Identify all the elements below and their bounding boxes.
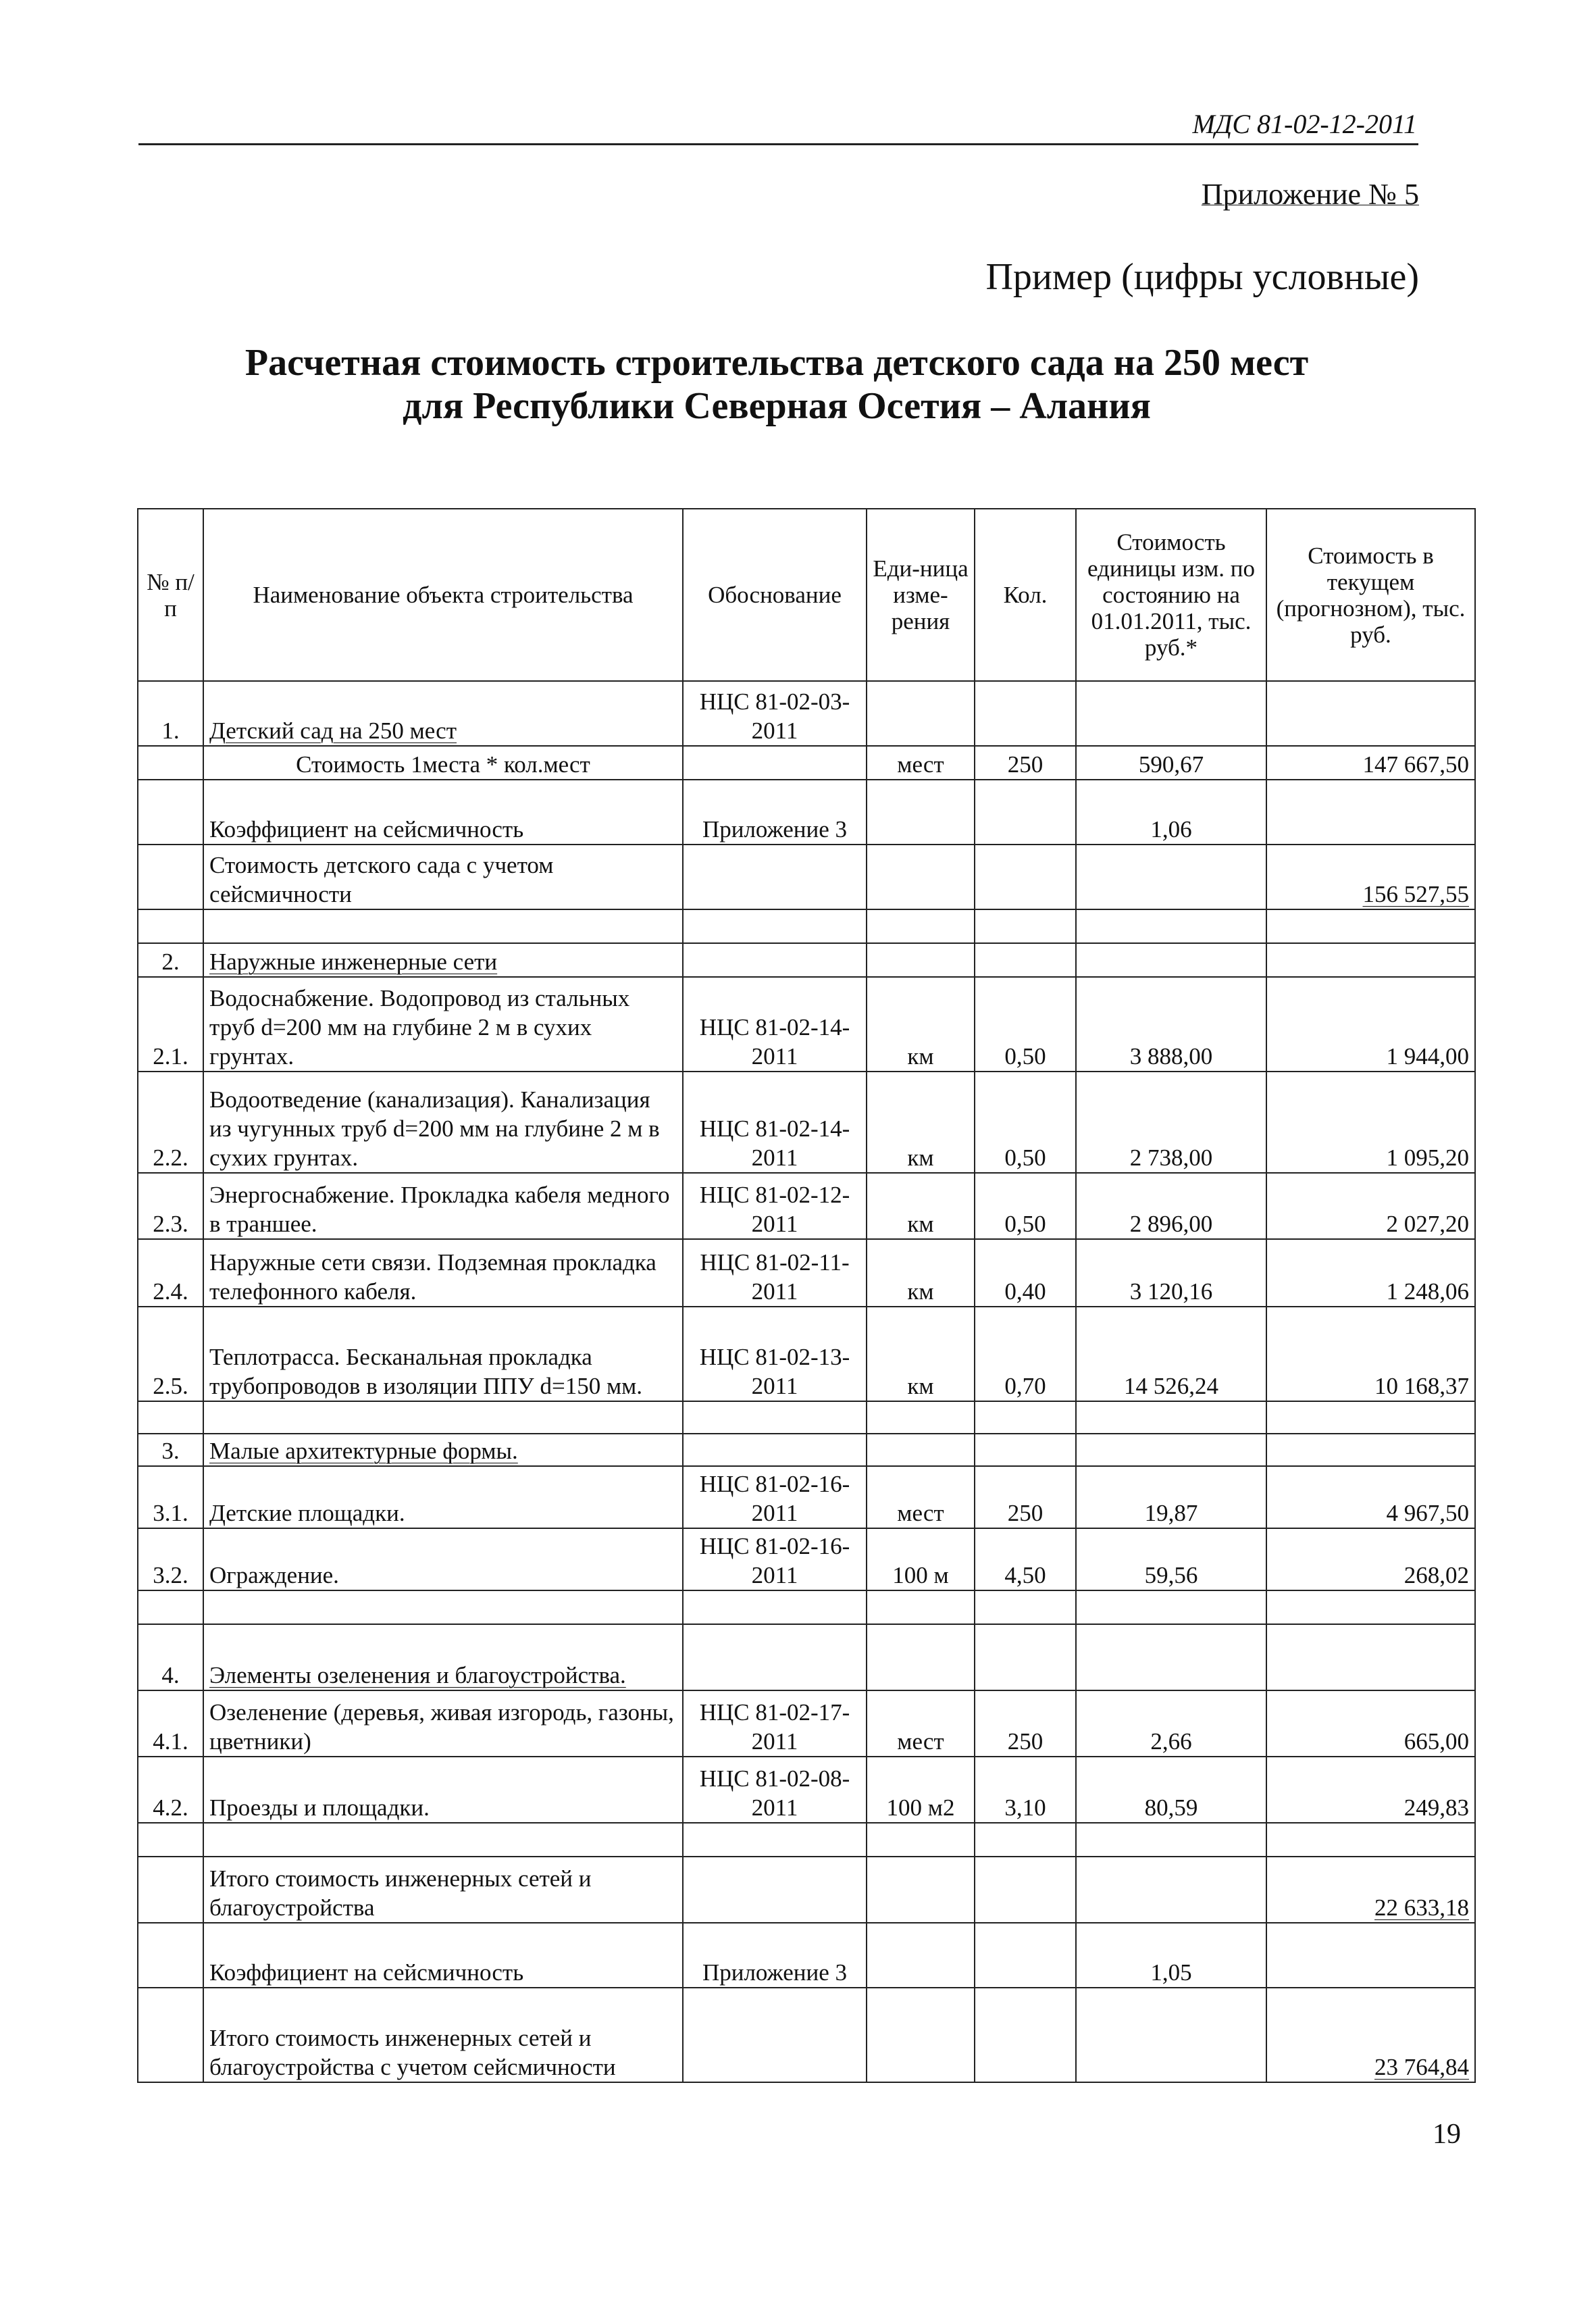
cell-total: 4 967,50 xyxy=(1266,1466,1475,1528)
table-row xyxy=(138,1757,1475,1823)
cell-name xyxy=(203,909,683,943)
cell-basis: НЦС 81-02-16-2011 xyxy=(683,1528,867,1590)
table-row xyxy=(138,1072,1475,1173)
cell-num: 3. xyxy=(138,1434,203,1466)
cell-unit xyxy=(867,681,975,746)
cell-qty: 0,70 xyxy=(975,1307,1076,1401)
table-row xyxy=(138,1173,1475,1239)
cell-total: 23 764,84 xyxy=(1266,1988,1475,2082)
cell-num xyxy=(138,780,203,845)
cell-total: 147 667,50 xyxy=(1266,746,1475,780)
cell-unit xyxy=(867,1988,975,2082)
cell-name: Водоотведение (канализация). Канализация из чугунных труб d=200 мм на глубине 2 м в сухих грунтах. xyxy=(203,1072,683,1173)
cell-name: Коэффициент на сейсмичность xyxy=(203,780,683,845)
cell-num xyxy=(138,845,203,909)
cell-basis xyxy=(683,1434,867,1466)
cell-unit: 100 м2 xyxy=(867,1757,975,1823)
cell-num: 4. xyxy=(138,1624,203,1690)
table-row xyxy=(138,1434,1475,1466)
cell-num: 2.2. xyxy=(138,1072,203,1173)
cell-unit-cost: 1,06 xyxy=(1076,780,1266,845)
cell-name: Элементы озеленения и благоустройства. xyxy=(203,1624,683,1690)
cell-unit: мест xyxy=(867,746,975,780)
table-row xyxy=(138,1466,1475,1528)
table-row xyxy=(138,1624,1475,1690)
cell-total xyxy=(1266,909,1475,943)
cell-unit-cost xyxy=(1076,845,1266,909)
col-header-name: Наименование объекта строительства xyxy=(203,509,683,681)
cell-num xyxy=(138,1823,203,1857)
cell-total: 2 027,20 xyxy=(1266,1173,1475,1239)
cell-unit xyxy=(867,943,975,977)
cell-total: 268,02 xyxy=(1266,1528,1475,1590)
cell-basis xyxy=(683,943,867,977)
cell-total xyxy=(1266,1624,1475,1690)
table-row xyxy=(138,845,1475,909)
cell-name: Озеленение (деревья, живая изгородь, газоны, цветники) xyxy=(203,1690,683,1757)
cell-unit-cost xyxy=(1076,1823,1266,1857)
cell-unit xyxy=(867,1857,975,1923)
table-row xyxy=(138,1528,1475,1590)
cell-unit-cost: 59,56 xyxy=(1076,1528,1266,1590)
table-row xyxy=(138,746,1475,780)
cell-basis: НЦС 81-02-08-2011 xyxy=(683,1757,867,1823)
cell-unit-cost: 590,67 xyxy=(1076,746,1266,780)
title-line-2: для Республики Северная Осетия – Алания xyxy=(403,385,1151,427)
cell-num xyxy=(138,1988,203,2082)
col-header-num: № п/п xyxy=(138,509,203,681)
cell-unit: 100 м xyxy=(867,1528,975,1590)
cell-unit xyxy=(867,1624,975,1690)
table-row xyxy=(138,1690,1475,1757)
cell-qty: 3,10 xyxy=(975,1757,1076,1823)
cell-unit: мест xyxy=(867,1466,975,1528)
cell-unit xyxy=(867,1590,975,1624)
cell-total: 156 527,55 xyxy=(1266,845,1475,909)
cell-unit-cost xyxy=(1076,1624,1266,1690)
cell-qty: 0,40 xyxy=(975,1239,1076,1307)
col-header-unit-cost: Стоимость единицы изм. по состоянию на 01.01.2011, тыс. руб.* xyxy=(1076,509,1266,681)
cell-num: 4.2. xyxy=(138,1757,203,1823)
table-row xyxy=(138,1988,1475,2082)
cell-qty xyxy=(975,1401,1076,1434)
cell-name: Стоимость детского сада с учетом сейсмичности xyxy=(203,845,683,909)
cell-unit-cost: 2 896,00 xyxy=(1076,1173,1266,1239)
cell-name: Итого стоимость инженерных сетей и благоустройства с учетом сейсмичности xyxy=(203,1988,683,2082)
cell-total xyxy=(1266,943,1475,977)
cell-unit: км xyxy=(867,1239,975,1307)
cell-basis: Приложение 3 xyxy=(683,780,867,845)
table-row xyxy=(138,1307,1475,1401)
cell-unit-cost: 2 738,00 xyxy=(1076,1072,1266,1173)
cell-unit xyxy=(867,1401,975,1434)
cell-total: 1 248,06 xyxy=(1266,1239,1475,1307)
cell-basis: НЦС 81-02-16-2011 xyxy=(683,1466,867,1528)
cell-num xyxy=(138,1590,203,1624)
cell-unit-cost: 1,05 xyxy=(1076,1923,1266,1988)
document-code: МДС 81-02-12-2011 xyxy=(1192,109,1417,139)
cell-unit-cost: 3 120,16 xyxy=(1076,1239,1266,1307)
table-row xyxy=(138,780,1475,845)
cell-basis: НЦС 81-02-12-2011 xyxy=(683,1173,867,1239)
cell-unit-cost xyxy=(1076,681,1266,746)
cell-num xyxy=(138,909,203,943)
table-row-empty xyxy=(138,1823,1475,1857)
cell-unit-cost xyxy=(1076,943,1266,977)
table-row xyxy=(138,1923,1475,1988)
cell-num: 1. xyxy=(138,681,203,746)
table-row xyxy=(138,1239,1475,1307)
cell-unit: км xyxy=(867,1173,975,1239)
cell-unit: мест xyxy=(867,1690,975,1757)
cell-unit-cost: 80,59 xyxy=(1076,1757,1266,1823)
cell-qty xyxy=(975,943,1076,977)
cell-name xyxy=(203,1401,683,1434)
cell-qty xyxy=(975,780,1076,845)
table-row xyxy=(138,977,1475,1072)
cell-qty xyxy=(975,681,1076,746)
cell-num: 2. xyxy=(138,943,203,977)
cell-basis: НЦС 81-02-13-2011 xyxy=(683,1307,867,1401)
table-row xyxy=(138,1857,1475,1923)
cell-basis xyxy=(683,1988,867,2082)
cell-qty: 0,50 xyxy=(975,1072,1076,1173)
cell-unit-cost xyxy=(1076,1590,1266,1624)
cell-basis: НЦС 81-02-17-2011 xyxy=(683,1690,867,1757)
cell-name: Детский сад на 250 мест xyxy=(203,681,683,746)
cell-unit-cost xyxy=(1076,1401,1266,1434)
cell-basis xyxy=(683,909,867,943)
cell-total xyxy=(1266,780,1475,845)
page-title xyxy=(138,341,1415,428)
cell-basis xyxy=(683,1401,867,1434)
cell-total xyxy=(1266,1590,1475,1624)
cell-unit: км xyxy=(867,1072,975,1173)
title-line-1: Расчетная стоимость строительства детского сада на 250 мест xyxy=(244,342,1309,384)
col-header-basis: Обоснование xyxy=(683,509,867,681)
cell-name: Энергоснабжение. Прокладка кабеля медного в траншее. xyxy=(203,1173,683,1239)
cell-total: 22 633,18 xyxy=(1266,1857,1475,1923)
cell-qty xyxy=(975,1988,1076,2082)
cell-num xyxy=(138,1857,203,1923)
table-row xyxy=(138,681,1475,746)
cell-qty xyxy=(975,1590,1076,1624)
cell-num: 3.1. xyxy=(138,1466,203,1528)
cell-basis xyxy=(683,845,867,909)
cell-name: Водоснабжение. Водопровод из стальных труб d=200 мм на глубине 2 м в сухих грунтах. xyxy=(203,977,683,1072)
cell-name: Итого стоимость инженерных сетей и благоустройства xyxy=(203,1857,683,1923)
cell-num: 2.5. xyxy=(138,1307,203,1401)
cell-qty xyxy=(975,1923,1076,1988)
cell-num: 3.2. xyxy=(138,1528,203,1590)
cell-num: 2.1. xyxy=(138,977,203,1072)
cell-total xyxy=(1266,1401,1475,1434)
cell-unit: км xyxy=(867,977,975,1072)
table-row xyxy=(138,943,1475,977)
cell-unit-cost: 19,87 xyxy=(1076,1466,1266,1528)
cell-qty xyxy=(975,1857,1076,1923)
page-number: 19 xyxy=(1433,2119,1461,2150)
table-row-empty xyxy=(138,1401,1475,1434)
cell-name: Теплотрасса. Бесканальная прокладка трубопроводов в изоляции ППУ d=150 мм. xyxy=(203,1307,683,1401)
table-header-row xyxy=(138,509,1475,681)
cell-qty: 0,50 xyxy=(975,1173,1076,1239)
cell-total xyxy=(1266,1923,1475,1988)
cell-num: 2.3. xyxy=(138,1173,203,1239)
col-header-qty: Кол. xyxy=(975,509,1076,681)
cell-qty xyxy=(975,845,1076,909)
cell-name: Наружные инженерные сети xyxy=(203,943,683,977)
cell-unit xyxy=(867,780,975,845)
cell-total: 1 944,00 xyxy=(1266,977,1475,1072)
cell-qty xyxy=(975,1823,1076,1857)
cell-basis: НЦС 81-02-14-2011 xyxy=(683,1072,867,1173)
cell-unit-cost xyxy=(1076,909,1266,943)
cell-name xyxy=(203,1823,683,1857)
cell-unit-cost: 14 526,24 xyxy=(1076,1307,1266,1401)
cell-basis xyxy=(683,1857,867,1923)
cell-name: Малые архитектурные формы. xyxy=(203,1434,683,1466)
cell-qty: 250 xyxy=(975,746,1076,780)
cell-unit xyxy=(867,1923,975,1988)
cell-unit-cost xyxy=(1076,1857,1266,1923)
cell-basis xyxy=(683,1624,867,1690)
cell-qty xyxy=(975,1624,1076,1690)
cell-basis: Приложение 3 xyxy=(683,1923,867,1988)
cell-unit-cost: 2,66 xyxy=(1076,1690,1266,1757)
cell-unit: км xyxy=(867,1307,975,1401)
cell-total xyxy=(1266,1434,1475,1466)
cell-total xyxy=(1266,681,1475,746)
example-note: Пример (цифры условные) xyxy=(985,256,1419,298)
col-header-unit: Еди-ница изме-рения xyxy=(867,509,975,681)
cell-total: 10 168,37 xyxy=(1266,1307,1475,1401)
cell-qty xyxy=(975,1434,1076,1466)
cell-unit-cost xyxy=(1076,1988,1266,2082)
cell-unit xyxy=(867,845,975,909)
cell-name: Проезды и площадки. xyxy=(203,1757,683,1823)
cell-basis: НЦС 81-02-11-2011 xyxy=(683,1239,867,1307)
cell-basis xyxy=(683,1823,867,1857)
cell-unit xyxy=(867,909,975,943)
cell-qty xyxy=(975,909,1076,943)
cell-num xyxy=(138,746,203,780)
cell-qty: 250 xyxy=(975,1690,1076,1757)
cell-total xyxy=(1266,1823,1475,1857)
cell-num: 2.4. xyxy=(138,1239,203,1307)
table-row-empty xyxy=(138,1590,1475,1624)
cell-name: Стоимость 1места * кол.мест xyxy=(203,746,683,780)
cell-qty: 4,50 xyxy=(975,1528,1076,1590)
header-divider xyxy=(138,143,1418,145)
cell-name: Коэффициент на сейсмичность xyxy=(203,1923,683,1988)
cell-name xyxy=(203,1590,683,1624)
appendix-label: Приложение № 5 xyxy=(1201,178,1419,211)
cell-num xyxy=(138,1923,203,1988)
cell-total: 665,00 xyxy=(1266,1690,1475,1757)
table-row-empty xyxy=(138,909,1475,943)
cell-name: Ограждение. xyxy=(203,1528,683,1590)
cost-table xyxy=(137,508,1476,2083)
cell-total: 249,83 xyxy=(1266,1757,1475,1823)
cell-unit-cost: 3 888,00 xyxy=(1076,977,1266,1072)
cell-unit xyxy=(867,1434,975,1466)
cell-basis xyxy=(683,746,867,780)
cell-unit xyxy=(867,1823,975,1857)
cell-total: 1 095,20 xyxy=(1266,1072,1475,1173)
cell-basis: НЦС 81-02-14-2011 xyxy=(683,977,867,1072)
cell-unit-cost xyxy=(1076,1434,1266,1466)
col-header-total: Стоимость в текущем (прогнозном), тыс. руб. xyxy=(1266,509,1475,681)
cell-basis xyxy=(683,1590,867,1624)
cell-name: Детские площадки. xyxy=(203,1466,683,1528)
cell-name: Наружные сети связи. Подземная прокладка телефонного кабеля. xyxy=(203,1239,683,1307)
cell-num xyxy=(138,1401,203,1434)
cell-basis: НЦС 81-02-03-2011 xyxy=(683,681,867,746)
cell-num: 4.1. xyxy=(138,1690,203,1757)
cell-qty: 0,50 xyxy=(975,977,1076,1072)
cell-qty: 250 xyxy=(975,1466,1076,1528)
